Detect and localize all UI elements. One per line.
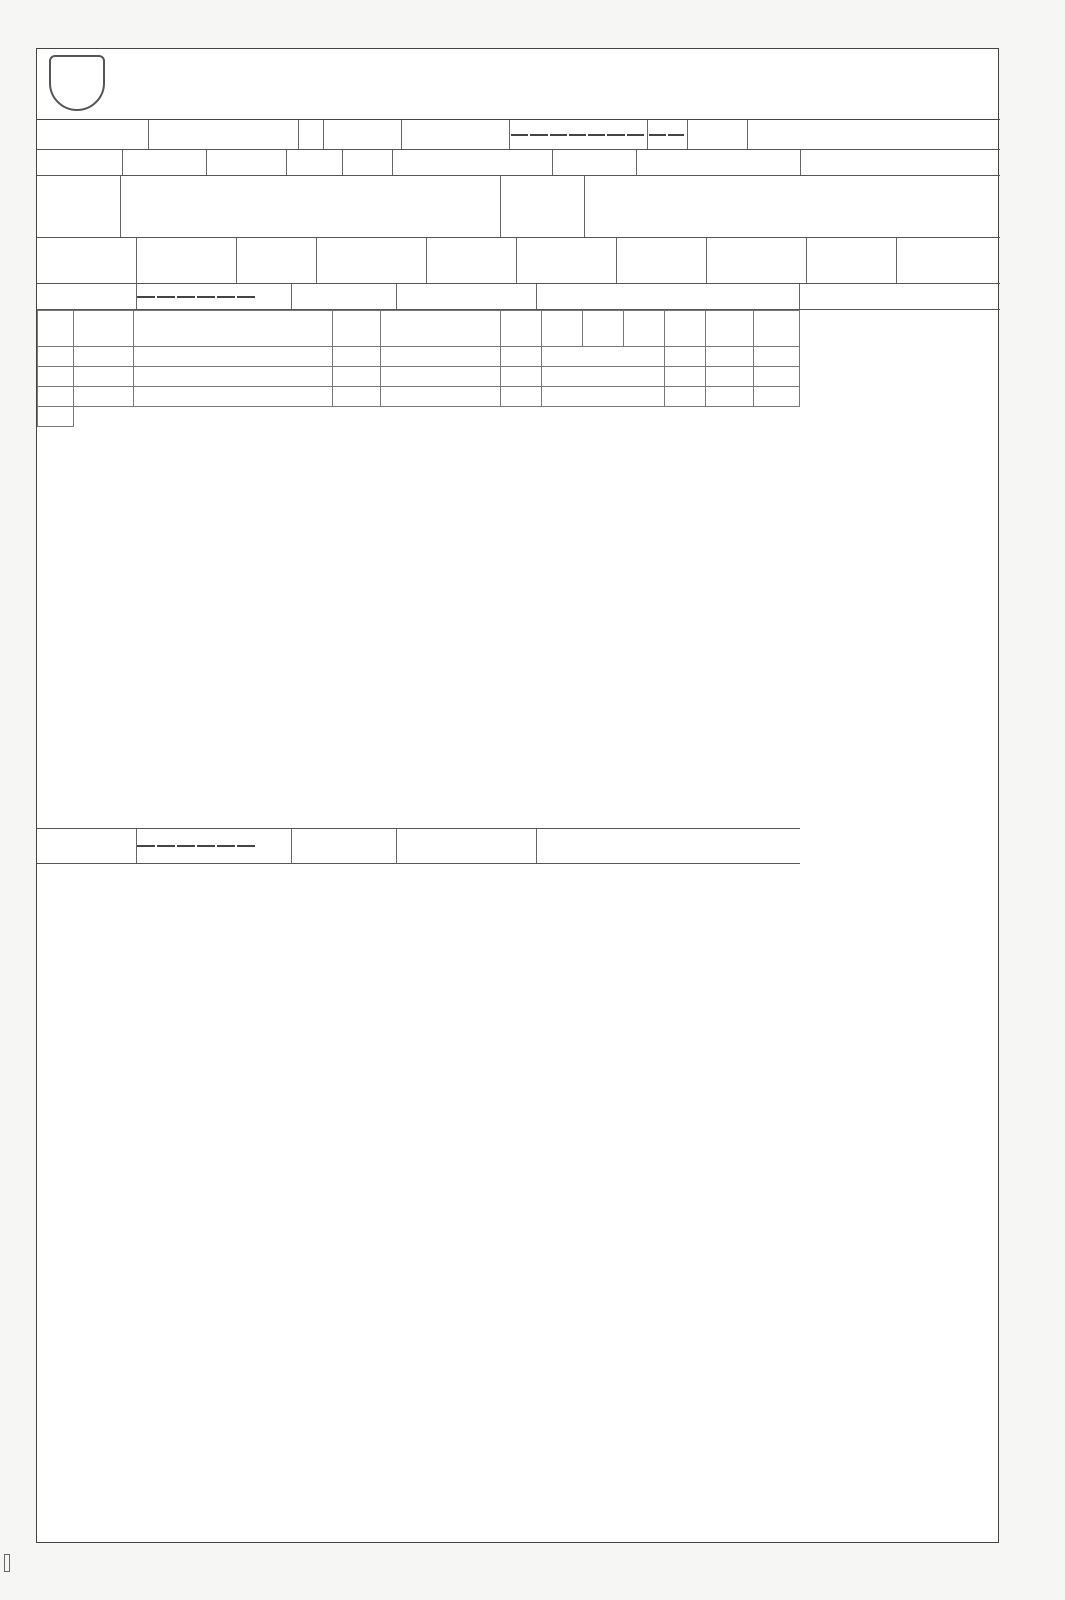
jersey-b-value: [397, 829, 537, 863]
women-label: [324, 120, 402, 149]
ot1-half-label: [427, 238, 517, 283]
header-p2: [624, 311, 665, 347]
goal-sum: [501, 347, 542, 367]
penalty-time: [542, 367, 665, 387]
penalties-b-label: [537, 829, 800, 863]
date-value: [123, 150, 207, 175]
table-row: [38, 387, 800, 407]
venue-value: [637, 150, 801, 175]
competition-label: [37, 120, 149, 149]
after-7m-label: [807, 238, 897, 283]
timeout-cell: [38, 367, 74, 387]
jersey-number: [332, 347, 380, 367]
team-b-code: [137, 829, 292, 863]
comp-name: [748, 120, 1000, 149]
result-row: [37, 238, 1000, 284]
place-value: [393, 150, 553, 175]
penalties-a-label: [537, 284, 800, 309]
header-p3: [665, 311, 706, 347]
comp-name-label: [688, 120, 748, 149]
team-b-header: [37, 828, 800, 864]
team-b-section-label: [37, 829, 137, 863]
header-timeout: [38, 311, 74, 347]
header-goal: [381, 311, 501, 347]
header-name: [134, 311, 333, 347]
timeout-cell: [38, 407, 74, 427]
time-label: [207, 150, 287, 175]
sheet-title: [125, 53, 985, 115]
timeout-cell: [38, 347, 74, 367]
player-name: [134, 347, 333, 367]
jersey-a-label: [292, 284, 397, 309]
halftime-label: [237, 238, 317, 283]
venue-label: [553, 150, 637, 175]
scanner-footer: [4, 1548, 10, 1574]
spectators-label: [801, 150, 1000, 175]
goal-sum: [501, 367, 542, 387]
header-op: [542, 311, 583, 347]
women-mark: [299, 120, 324, 149]
license-cell: [74, 347, 134, 367]
competition-row: [37, 120, 1000, 150]
jersey-number: [332, 367, 380, 387]
penalty-time: [542, 387, 665, 407]
header-p1: [583, 311, 624, 347]
date-label: [37, 150, 123, 175]
goal-tally: [381, 347, 501, 367]
team-a-code: [137, 284, 292, 309]
teams-row: [37, 176, 1000, 238]
header-exc: [754, 311, 800, 347]
match-no-label: [402, 120, 510, 149]
time-value: [287, 150, 343, 175]
player-name: [134, 367, 333, 387]
jersey-a-value: [397, 284, 537, 309]
timeout-cell: [38, 387, 74, 407]
header-sum: [501, 311, 542, 347]
date-row: [37, 150, 1000, 176]
goal-tally: [381, 367, 501, 387]
license-cell: [74, 387, 134, 407]
match-no: [510, 120, 648, 149]
men-label: [149, 120, 299, 149]
jersey-number: [332, 387, 380, 407]
header-disc: [706, 311, 754, 347]
license-cell: [74, 367, 134, 387]
halftime-score: [317, 238, 427, 283]
goal-sum: [501, 387, 542, 407]
jersey-b-label: [292, 829, 397, 863]
penalty-time: [542, 347, 665, 367]
ot1-end-label: [617, 238, 707, 283]
team-a-player-table: [37, 310, 800, 427]
player-name: [134, 387, 333, 407]
header-no: [332, 311, 380, 347]
score-sheet: [36, 48, 999, 1543]
table-row: [38, 347, 800, 367]
header-lic: [74, 311, 134, 347]
progress-label: [800, 284, 1000, 309]
team-a-section-label: [37, 284, 137, 309]
place-label: [343, 150, 393, 175]
table-row: [38, 407, 800, 427]
team-a-label: [37, 176, 121, 237]
table-row: [38, 367, 800, 387]
team-a-header: [37, 284, 1000, 310]
result-score: [137, 238, 237, 283]
goal-tally: [381, 387, 501, 407]
team-b-label: [501, 176, 585, 237]
table-header: [38, 311, 800, 347]
federation-logo-icon: [49, 55, 105, 111]
result-label: [37, 238, 137, 283]
